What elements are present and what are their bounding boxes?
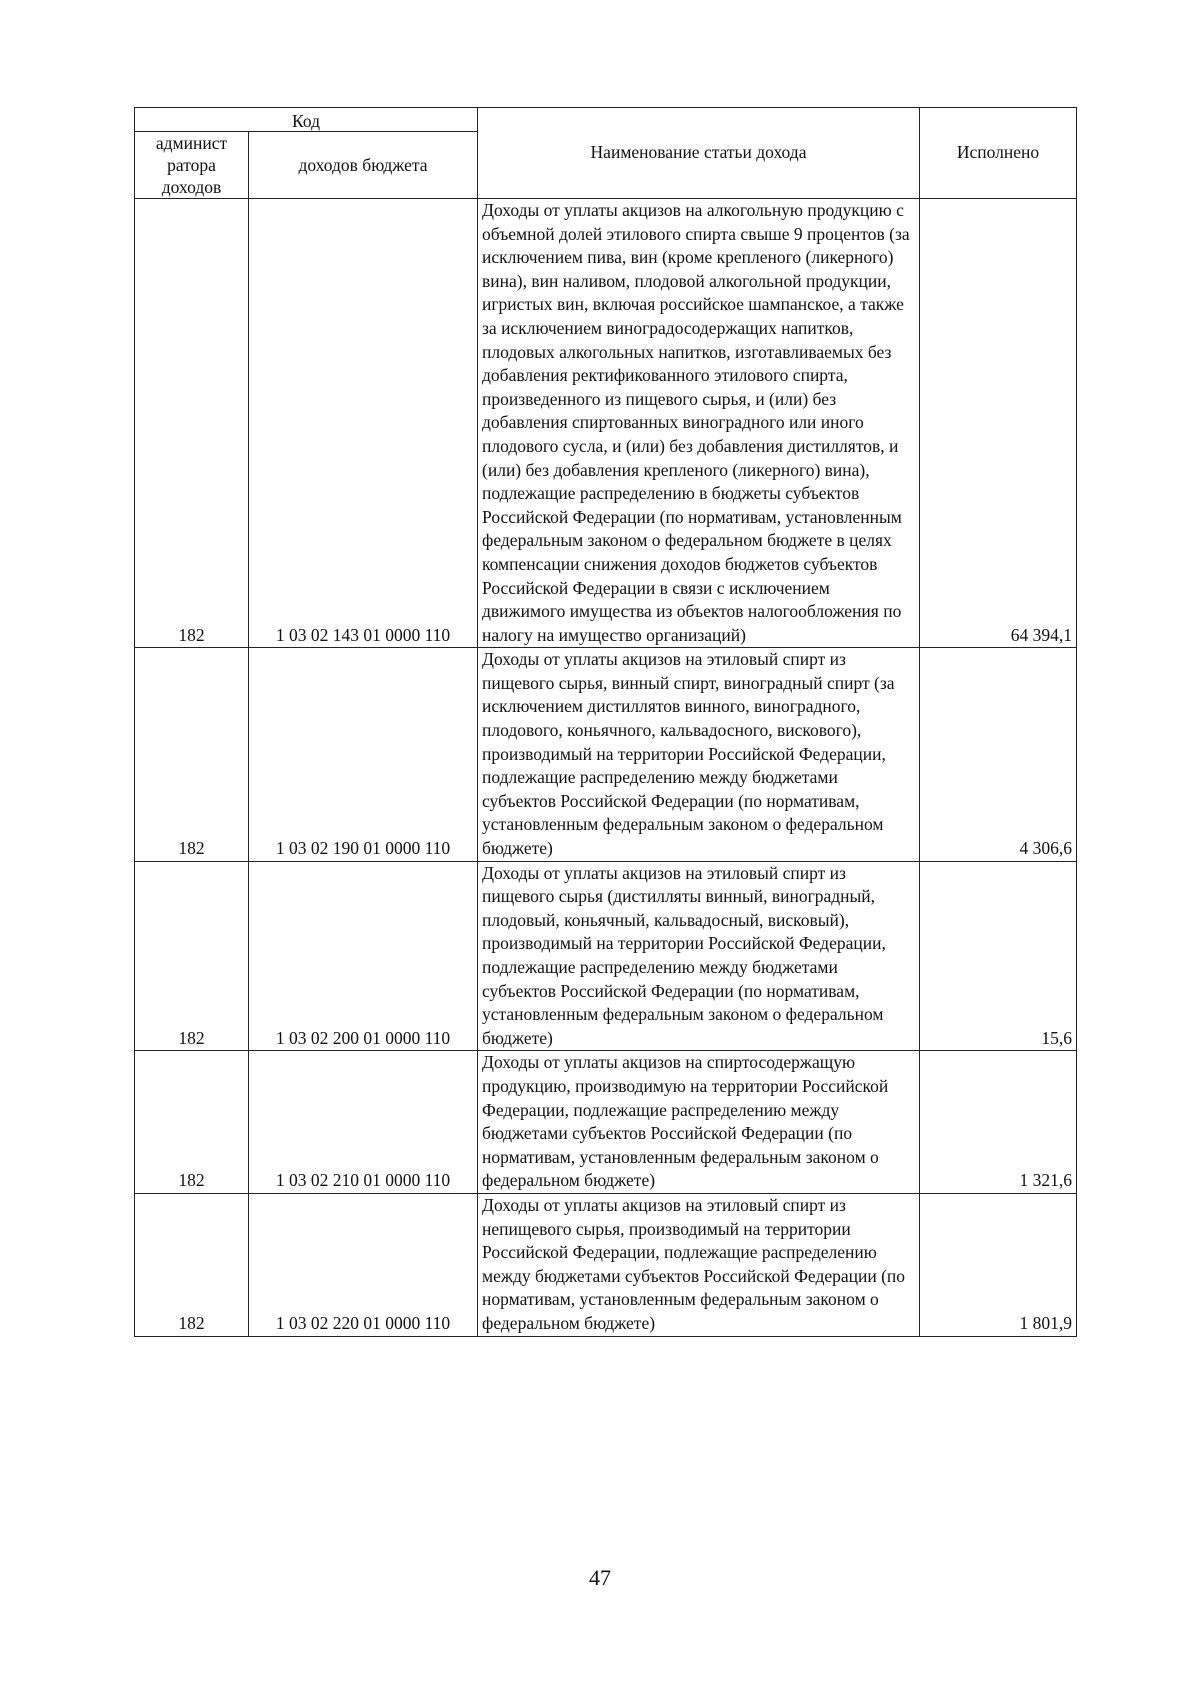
income-name-cell: Доходы от уплаты акцизов на этиловый спирт из пищевого сырья (дистилляты винный, виноградный, плодовый, коньячный, кальвадосный, висковый), производимый на территории Российской Федерации, подлежащие распределению между бюджетами субъектов Российской Федерации (по нормативам, установленным федеральным законом о федеральном бюджете) bbox=[478, 861, 920, 1051]
table-row bbox=[135, 1193, 1077, 1336]
admin-code-cell: 182 bbox=[135, 1051, 249, 1194]
table-row bbox=[135, 199, 1077, 648]
income-name-cell: Доходы от уплаты акцизов на этиловый спирт из непищевого сырья, производимый на территории Российской Федерации, подлежащие распределению между бюджетами субъектов Российской Федерации (по нормативам, установленным федеральным законом о федеральном бюджете) bbox=[478, 1193, 920, 1336]
revenue-table bbox=[134, 107, 1077, 1337]
income-name-cell: Доходы от уплаты акцизов на этиловый спирт из пищевого сырья, винный спирт, виноградный спирт (за исключением дистиллятов винного, виноградного, плодового, коньячного, кальвадосного, вискового), производимый на территории Российской Федерации, подлежащие распределению между бюджетами субъектов Российской Федерации (по нормативам, установленным федеральным законом о федеральном бюджете) bbox=[478, 648, 920, 861]
header-income-name: Наименование статьи дохода bbox=[478, 108, 920, 199]
income-name-cell: Доходы от уплаты акцизов на алкогольную продукцию с объемной долей этилового спирта свыше 9 процентов (за исключением пива, вин (кроме крепленого (ликерного) вина), вин наливом, плодовой алкогольной продукции, игристых вин, включая российское шампанское, а также за исключением виноградосодержащих напитков, плодовых алкогольных напитков, изготавливаемых без добавления ректификованного этилового спирта, произведенного из пищевого сырья, и (или) без добавления спиртованных виноградного или иного плодового сусла, и (или) без добавления дистиллятов, и (или) без добавления крепленого (ликерного) вина), подлежащие распределению в бюджеты субъектов Российской Федерации (по нормативам, установленным федеральным законом о федеральном бюджете в целях компенсации снижения доходов бюджетов субъектов Российской Федерации в связи с исключением движимого имущества из объектов налогообложения по налогу на имущество организаций) bbox=[478, 199, 920, 648]
budget-code-cell: 1 03 02 143 01 0000 110 bbox=[249, 199, 478, 648]
table-header bbox=[135, 108, 1077, 199]
page-number: 47 bbox=[589, 1565, 611, 1590]
executed-amount-cell: 4 306,6 bbox=[920, 648, 1077, 861]
budget-code-cell: 1 03 02 200 01 0000 110 bbox=[249, 861, 478, 1051]
executed-amount-cell: 1 801,9 bbox=[920, 1193, 1077, 1336]
table-row bbox=[135, 1051, 1077, 1194]
admin-code-cell: 182 bbox=[135, 1193, 249, 1336]
admin-code-cell: 182 bbox=[135, 648, 249, 861]
table-row bbox=[135, 861, 1077, 1051]
executed-amount-cell: 1 321,6 bbox=[920, 1051, 1077, 1194]
header-budget-code: доходов бюджета bbox=[249, 132, 478, 199]
admin-code-cell: 182 bbox=[135, 861, 249, 1051]
header-executed: Исполнено bbox=[920, 108, 1077, 199]
table-row bbox=[135, 648, 1077, 861]
admin-code-cell: 182 bbox=[135, 199, 249, 648]
budget-code-cell: 1 03 02 220 01 0000 110 bbox=[249, 1193, 478, 1336]
header-administrator: админист ратора доходов bbox=[135, 132, 249, 199]
budget-code-cell: 1 03 02 210 01 0000 110 bbox=[249, 1051, 478, 1194]
executed-amount-cell: 15,6 bbox=[920, 861, 1077, 1051]
executed-amount-cell: 64 394,1 bbox=[920, 199, 1077, 648]
table-body bbox=[135, 199, 1077, 1337]
header-code-group: Код bbox=[135, 108, 478, 132]
budget-code-cell: 1 03 02 190 01 0000 110 bbox=[249, 648, 478, 861]
income-name-cell: Доходы от уплаты акцизов на спиртосодержащую продукцию, производимую на территории Российской Федерации, подлежащие распределению между бюджетами субъектов Российской Федерации (по нормативам, установленным федеральным законом о федеральном бюджете) bbox=[478, 1051, 920, 1194]
